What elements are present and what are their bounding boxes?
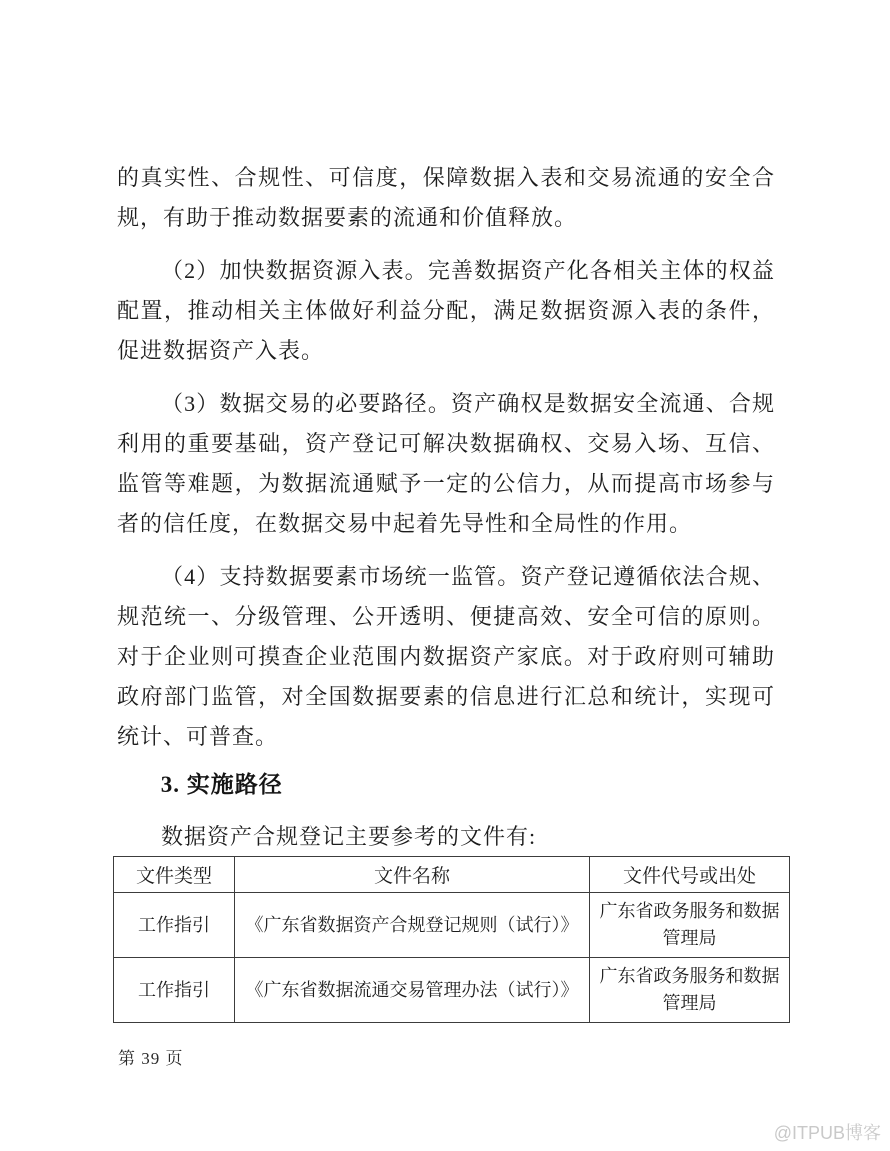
table-header-doc-source: 文件代号或出处 (590, 857, 790, 893)
cell-doc-type: 工作指引 (114, 893, 235, 958)
cell-doc-source: 广东省政务服务和数据管理局 (590, 958, 790, 1023)
table-row (114, 958, 790, 1023)
table-header-doc-type: 文件类型 (114, 857, 235, 893)
paragraph-continuation: 的真实性、合规性、可信度，保障数据入表和交易流通的安全合规，有助于推动数据要素的流通和价值释放。 (117, 165, 775, 230)
section-heading: 3. 实施路径 (160, 772, 283, 797)
cell-doc-type: 工作指引 (114, 958, 235, 1023)
paragraph-item-2: （2）加快数据资源入表。完善数据资产化各相关主体的权益配置，推动相关主体做好利益分配，满足数据资源入表的条件，促进数据资产入表。 (117, 258, 775, 363)
cell-doc-source: 广东省政务服务和数据管理局 (590, 893, 790, 958)
paragraph-item-3: （3）数据交易的必要路径。资产确权是数据安全流通、合规利用的重要基础，资产登记可解决数据确权、交易入场、互信、监管等难题，为数据流通赋予一定的公信力，从而提高市场参与者的信任度，在数据交易中起着先导性和全局性的作用。 (117, 391, 775, 536)
page-content (117, 158, 780, 1023)
page-number: 第 39 页 (118, 1049, 184, 1068)
paragraph-item-4: （4）支持数据要素市场统一监管。资产登记遵循依法合规、规范统一、分级管理、公开透明、便捷高效、安全可信的原则。对于企业则可摸查企业范围内数据资产家底。对于政府则可辅助政府部门监管，对全国数据要素的信息进行汇总和统计，实现可统计、可普查。 (117, 564, 775, 749)
table-intro: 数据资产合规登记主要参考的文件有: (161, 824, 537, 849)
cell-doc-name: 《广东省数据资产合规登记规则（试行）》 (235, 893, 590, 958)
reference-table (113, 856, 790, 1023)
watermark: @ITPUB博客 (773, 1123, 881, 1143)
cell-doc-name: 《广东省数据流通交易管理办法（试行）》 (235, 958, 590, 1023)
table-row (114, 893, 790, 958)
table-header-row (114, 857, 790, 893)
table-header-doc-name: 文件名称 (235, 857, 590, 893)
